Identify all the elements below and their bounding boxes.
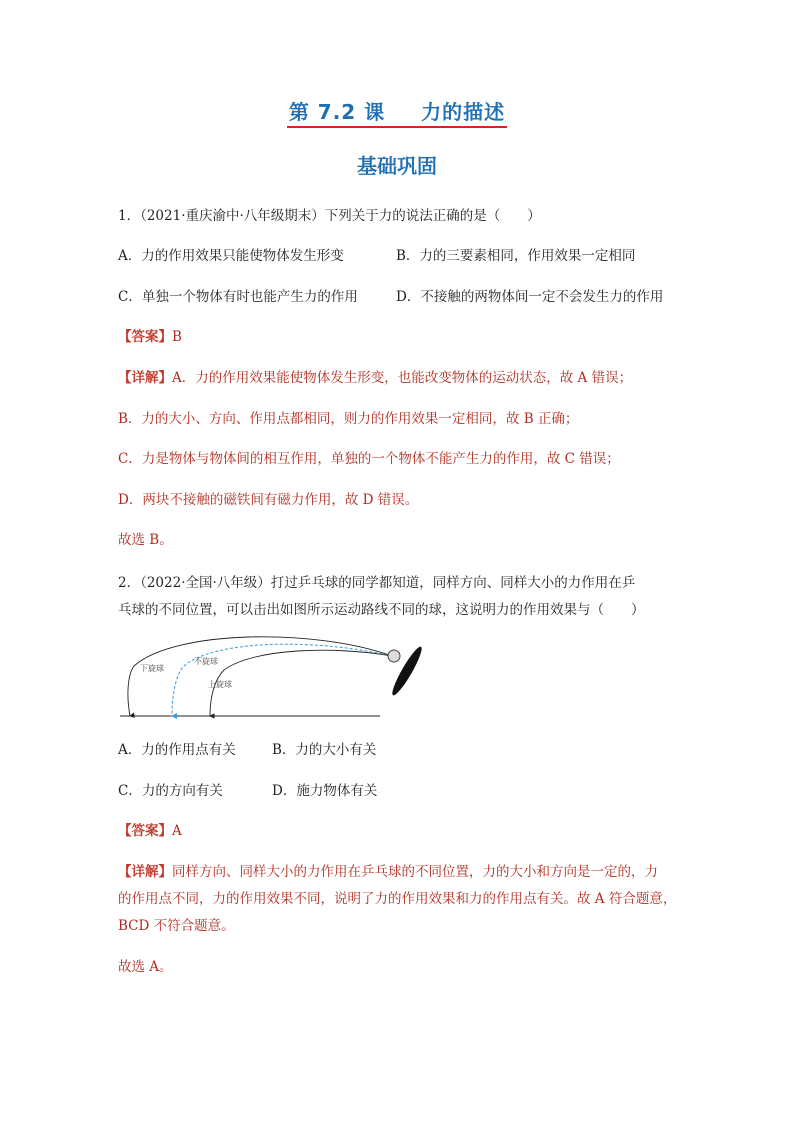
up-spin-path	[210, 650, 392, 716]
section-title: 基础巩固	[357, 154, 437, 178]
q2-stem-line-2: 乓球的不同位置，可以击出如图所示运动路线不同的球，这说明力的作用效果与（ ）	[118, 602, 645, 618]
label-up-spin: 上旋球	[208, 680, 232, 689]
q2-option-b: B．力的大小有关	[272, 742, 377, 758]
q1-detail-line-4: D．两块不接触的磁铁间有磁力作用，故 D 错误。	[118, 492, 419, 508]
q1-detail-line-1: 【详解】A．力的作用效果能使物体发生形变，也能改变物体的运动状态，故 A 错误；	[118, 370, 633, 386]
q1-option-d: D．不接触的两物体间一定不会发生力的作用	[396, 289, 664, 305]
q1-detail-line-2: B．力的大小、方向、作用点都相同，则力的作用效果一定相同，故 B 正确；	[118, 411, 579, 427]
q2-detail-line-2: 的作用点不同，力的作用效果不同，说明了力的作用效果和力的作用点有关。故 A 符合题意，	[118, 891, 677, 907]
q1-answer-label: 【答案】	[118, 329, 172, 345]
q2-conclusion: 故选 A。	[118, 959, 173, 975]
no-spin-path	[172, 644, 392, 716]
label-down-spin: 下旋球	[140, 664, 164, 673]
q1-stem: 1．（2021·重庆渝中·八年级期末）下列关于力的说法正确的是（ ）	[118, 208, 541, 224]
lesson-name: 力的描述	[421, 100, 506, 124]
q1-answer-value: B	[172, 329, 182, 345]
ball	[388, 650, 400, 662]
q1-detail-line-3: C．力是物体与物体间的相互作用，单独的一个物体不能产生力的作用，故 C 错误；	[118, 451, 620, 467]
ping-pong-trajectory-diagram	[114, 636, 424, 722]
q2-option-d: D．施力物体有关	[272, 783, 378, 799]
q1-conclusion: 故选 B。	[118, 532, 173, 548]
q2-stem-line-1: 2．（2022·全国·八年级）打过乒乓球的同学都知道，同样方向、同样大小的力作用在乒	[118, 575, 636, 591]
q1-option-b: B．力的三要素相同，作用效果一定相同	[396, 248, 636, 264]
q2-answer	[118, 821, 182, 841]
q1-option-a: A．力的作用效果只能使物体发生形变	[118, 248, 344, 264]
q2-detail-line-3: BCD 不符合题意。	[118, 918, 235, 934]
label-no-spin: 不旋球	[194, 657, 218, 666]
q2-option-c: C．力的方向有关	[118, 783, 223, 799]
q1-option-c: C．单独一个物体有时也能产生力的作用	[118, 289, 358, 305]
q2-detail-line-1: 【详解】同样方向、同样大小的力作用在乒乓球的不同位置，力的大小和方向是一定的，力	[118, 864, 658, 880]
q1-answer	[118, 327, 182, 347]
q1-detail-label: 【详解】	[118, 370, 172, 386]
trajectory-svg	[114, 636, 424, 722]
lesson-number: 第 7.2 课	[288, 100, 386, 124]
q2-answer-value: A	[172, 823, 182, 839]
q2-answer-label: 【答案】	[118, 823, 172, 839]
page-title	[0, 96, 794, 128]
q2-detail-label: 【详解】	[118, 864, 172, 880]
q2-option-a: A．力的作用点有关	[118, 742, 236, 758]
